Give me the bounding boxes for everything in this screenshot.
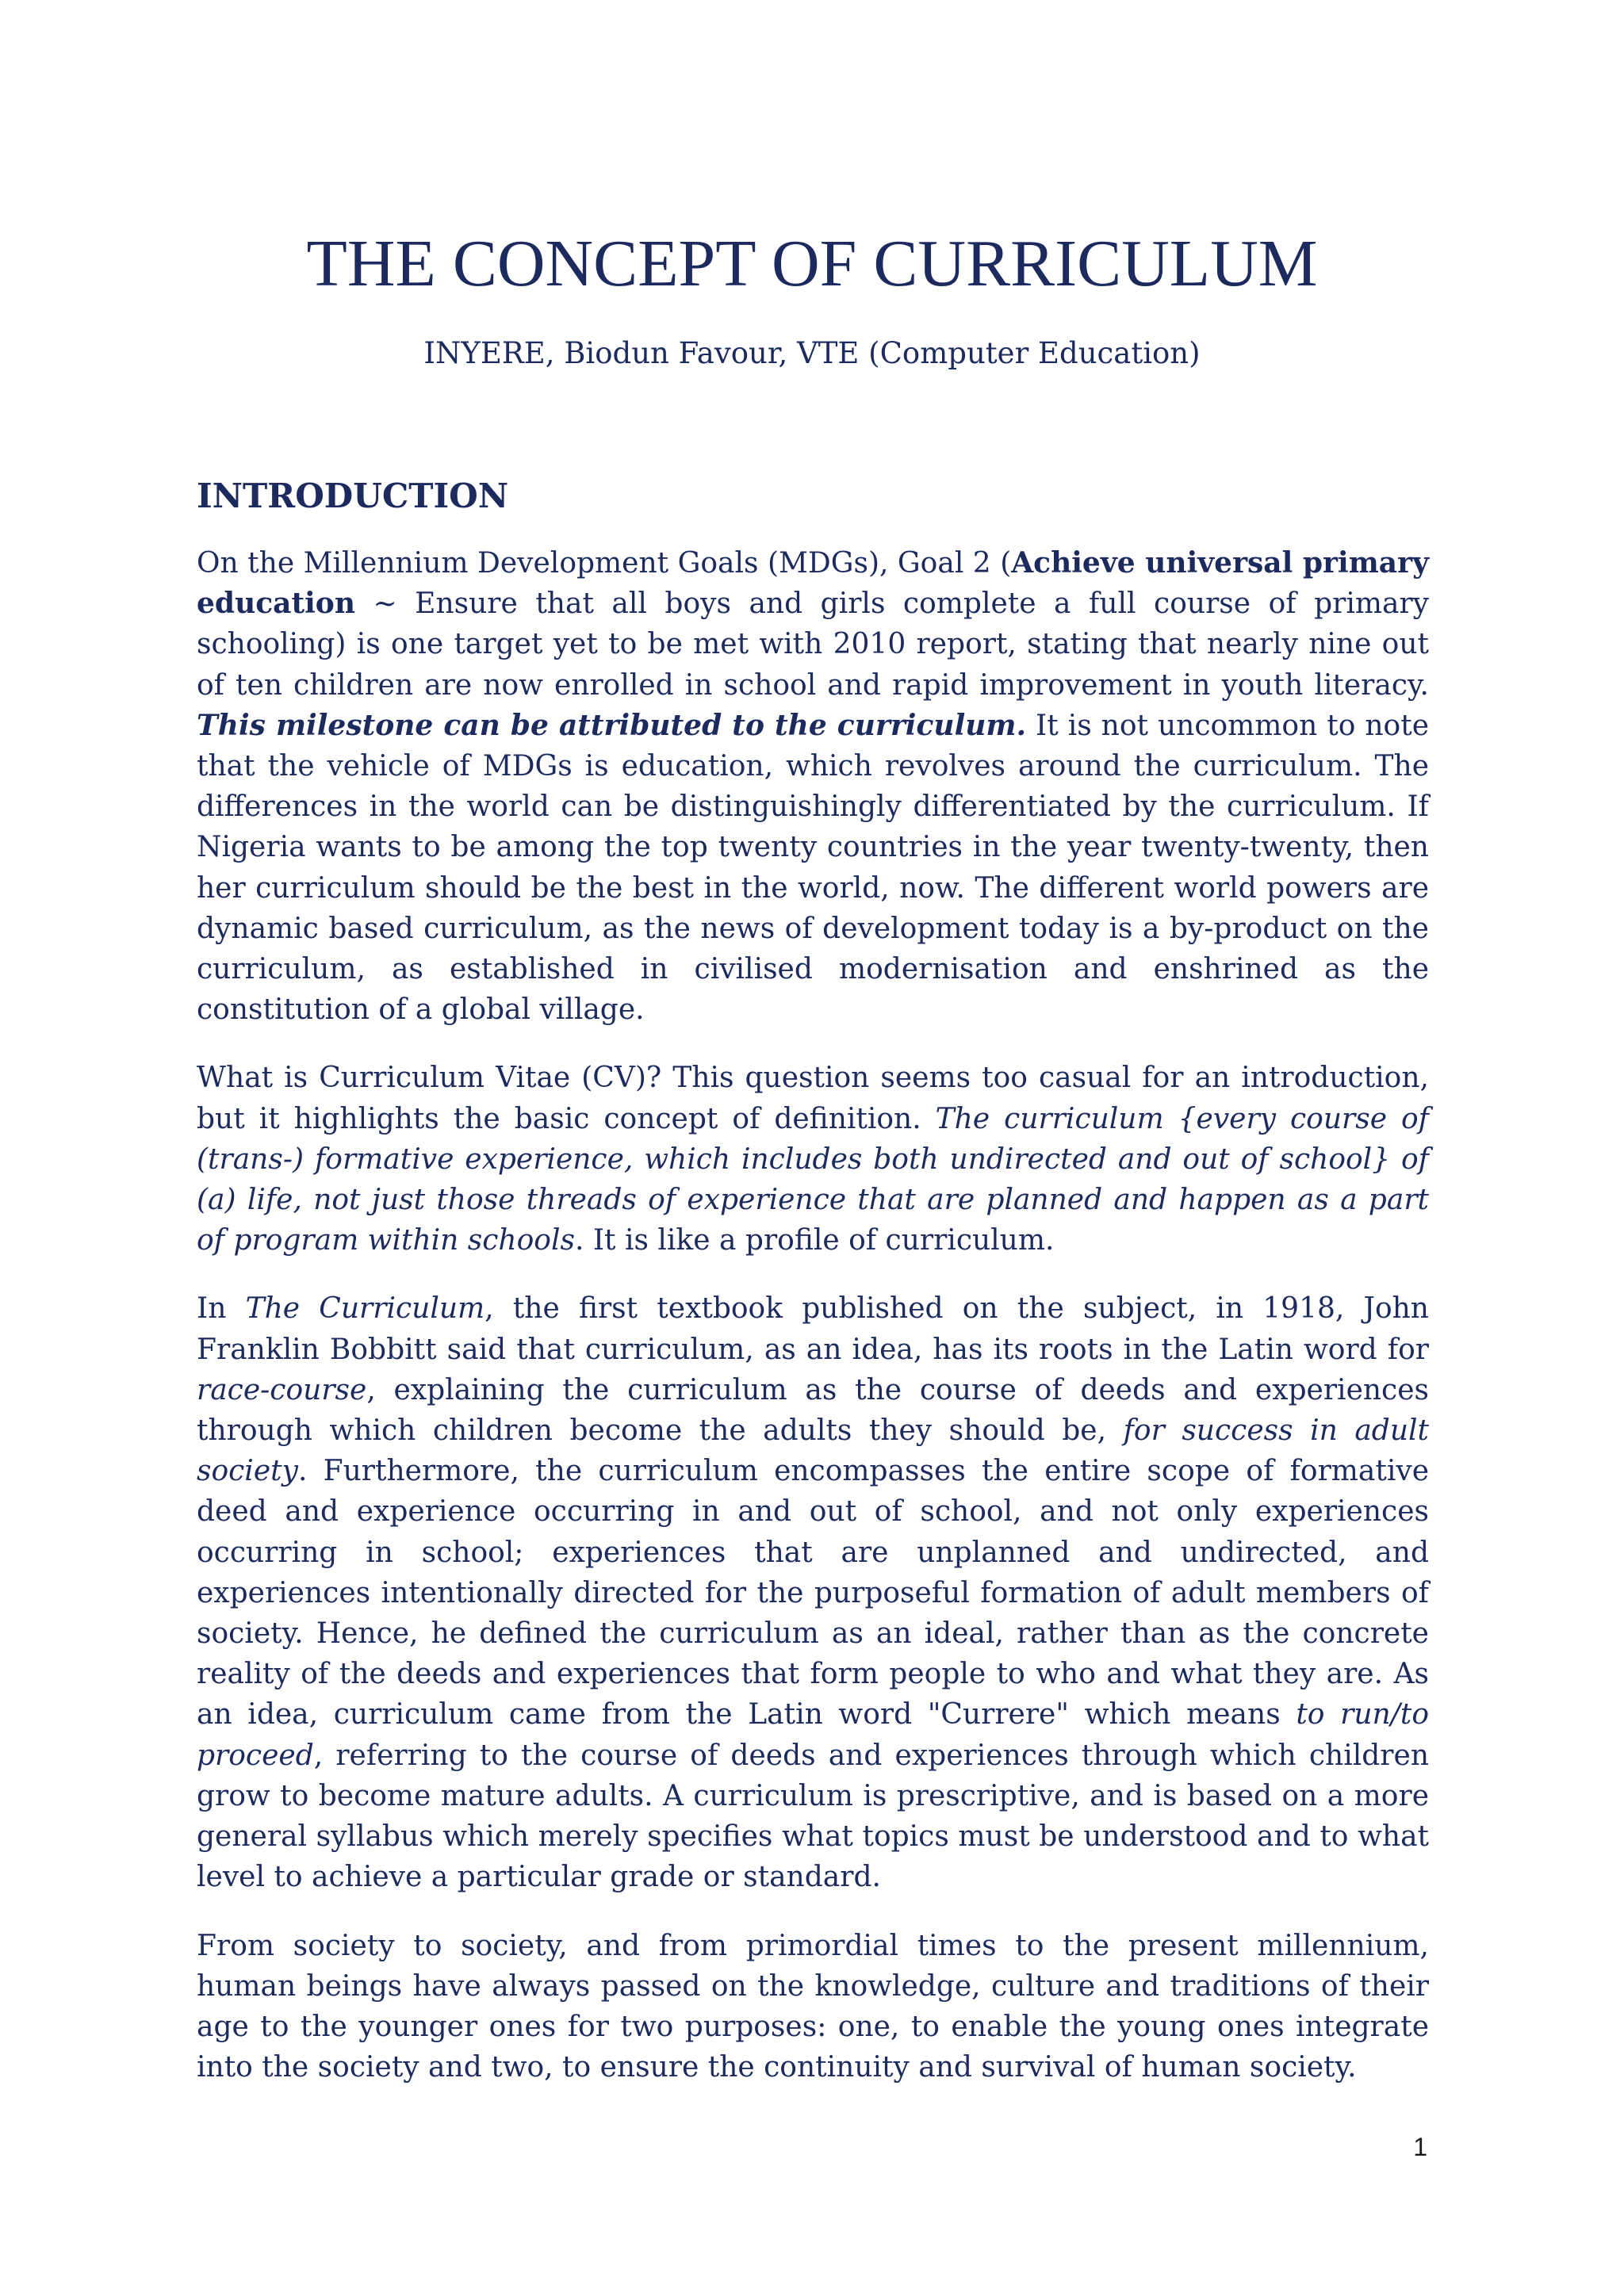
paragraph-3-italic-adult-society: for success in adult society [197,1414,1429,1488]
paragraph-3-text: . Furthermore, the curriculum encompasses the entire scope of formative deed and experience occurring in and out of school, and not only experiences occurring in school; experiences that are unplanned and undirected, and experiences intentionally directed for the purposeful formation of adult members of society. Hence, he defined the curriculum as an ideal, rather than as the concrete reality of the deeds and experiences that form people to who and what they are. As an idea, curriculum came from the Latin word "Currere" which means [197,1455,1429,1732]
page-number: 1 [1413,2133,1427,2161]
paragraph-1-bold-italic-milestone [197,709,1026,742]
paragraph-3-italic-run-proceed: to run/to proceed [197,1698,1429,1772]
paragraph-4 [197,1926,1429,2088]
paragraph-3 [197,1288,1429,1897]
document-title: THE CONCEPT OF CURRICULUM [306,227,1318,300]
paragraph-4-text: From society to society, and from primordial times to the present millennium, human beings have always passed on the knowledge, culture and traditions of their age to the younger ones for two purposes: one, to enable the young ones integrate into the society and two, to ensure the continuity and survival of human society. [197,1929,1429,2084]
paragraph-3-italic-book-title: The Curriculum [245,1292,485,1326]
document-author: INYERE, Biodun Favour, VTE (Computer Education) [423,336,1201,370]
paragraph-1 [197,543,1429,1030]
paragraph-1-text: On the Millennium Development Goals (MDGs), Goal 2 ( [197,547,1012,580]
paragraph-1-bold-goal: Achieve universal primary education [197,546,1429,621]
paragraph-2-text: What is Curriculum Vitae (CV)? This question seems too casual for an introduction, but it highlights the basic concept of definition. [197,1062,1429,1135]
paragraph-3-text: , referring to the course of deeds and experiences through which children grow to become mature adults. A curriculum is prescriptive, and is based on a more general syllabus which merely specifies what topics must be understood and to what level to achieve a particular grade or standard. [197,1739,1429,1894]
paragraph-1-text: It is not uncommon to note that the vehicle of MDGs is education, which revolves around the curriculum. The differences in the world can be distinguishingly differentiated by the curriculum. If Nigeria wants to be among the top twenty countries in the year twenty-twenty, then her curriculum should be the best in the world, now. The different world powers are dynamic based curriculum, as the news of development today is a by-product on the curriculum, as established in civilised modernisation and enshrined as the constitution of a global village. [197,709,1429,1027]
paragraph-2 [197,1058,1429,1261]
paragraph-2-text: . It is like a profile of curriculum. [574,1224,1055,1257]
section-heading-introduction: INTRODUCTION [197,476,509,515]
body-text [197,543,1429,2115]
paragraph-2-italic-definition: The curriculum {every course of (trans-) formative experience, which includes both undirected and out of school} of (a) life, not just those threads of experience that are planned and happen as a part of program within schools [197,1102,1429,1257]
paragraph-1-text: ~ Ensure that all boys and girls complete a full course of primary schooling) is one target yet to be met with 2010 report, stating that nearly nine out of ten children are now enrolled in school and rapid improvement in youth literacy. [197,587,1429,702]
paragraph-1-milestone-text: This milestone can be attributed to the curriculum. [197,708,1027,742]
paragraph-3-text: In [197,1292,246,1326]
paragraph-3-italic-race-course: race-course [197,1373,367,1406]
paragraph-3-text: , the first textbook published on the subject, in 1918, John Franklin Bobbitt said that curriculum, as an idea, has its roots in the Latin word for [197,1292,1429,1366]
paragraph-3-text: , explaining the curriculum as the course of deeds and experiences through which children become the adults they should be, [197,1373,1429,1448]
